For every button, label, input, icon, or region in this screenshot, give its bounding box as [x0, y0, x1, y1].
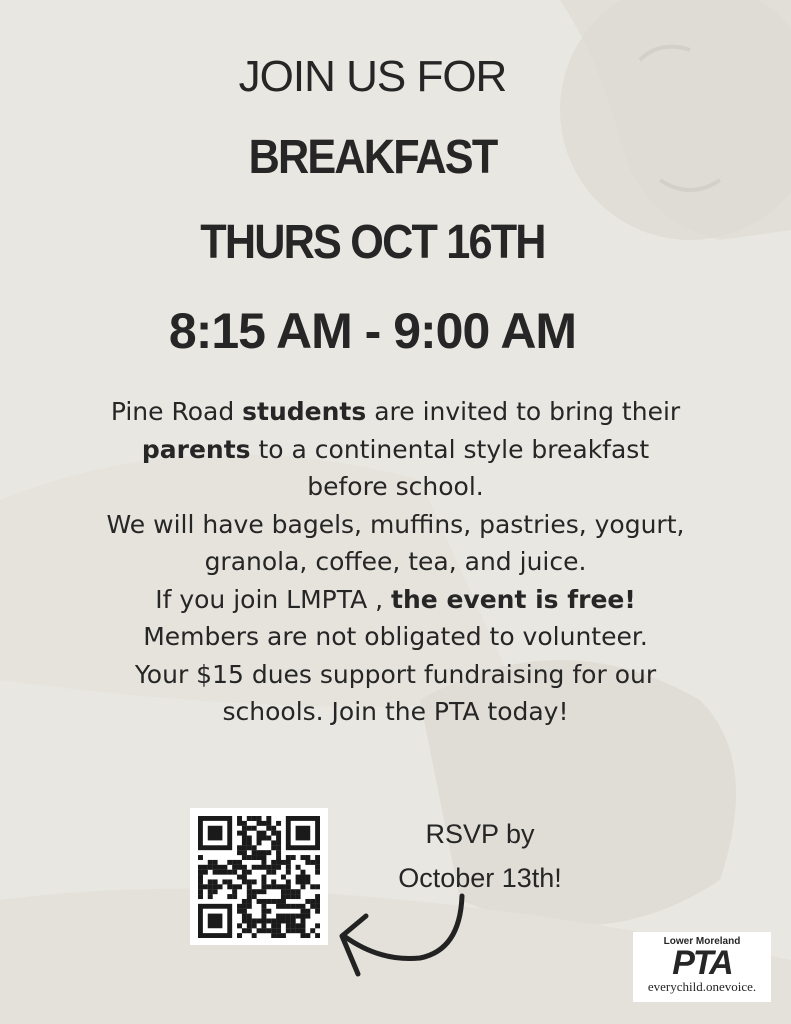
rsvp-note: [360, 812, 600, 900]
description-line: [0, 468, 791, 506]
emphasis-text: the event is free!: [391, 584, 636, 614]
text: Members are not obligated to volunteer.: [143, 622, 648, 651]
heading-date: THURS OCT 16TH: [200, 216, 545, 269]
text: If you join LMPTA ,: [155, 584, 392, 614]
rsvp-line-2: October 13th!: [398, 863, 562, 893]
description-line: [0, 431, 791, 469]
text: are invited to bring their: [366, 397, 681, 426]
text: Your $15 dues support fundraising for our: [134, 659, 657, 689]
logo-org-name: Lower Moreland: [663, 936, 741, 947]
description-line: [0, 393, 791, 431]
text: We will have bagels, muffins, pastries, yogurt,: [106, 509, 685, 539]
heading-join-us: JOIN US FOR: [238, 52, 507, 101]
text: to a continental style breakfast: [250, 434, 650, 464]
qr-code-icon: [198, 816, 320, 938]
description-line: [0, 618, 791, 656]
pta-logo: [633, 932, 771, 1002]
description-line: [0, 693, 791, 731]
logo-mark: PTA: [672, 944, 732, 982]
text: schools. Join the PTA today!: [222, 697, 569, 726]
emphasis-text: students: [242, 397, 367, 426]
description-line: [0, 656, 791, 694]
text: Pine Road: [110, 397, 243, 426]
heading-time: 8:15 AM - 9:00 AM: [168, 303, 577, 359]
description-line: [0, 543, 791, 581]
logo-tagline: everychild.onevoice.: [647, 979, 757, 994]
text: before school.: [307, 472, 484, 501]
text: granola, coffee, tea, and juice.: [204, 547, 587, 576]
description-line: [0, 581, 791, 619]
event-description: [0, 393, 791, 731]
rsvp-line-1: RSVP by: [425, 819, 535, 849]
description-line: [0, 506, 791, 544]
qr-code[interactable]: [190, 808, 328, 945]
emphasis-text: parents: [141, 434, 251, 464]
curved-arrow-icon: [330, 890, 480, 990]
heading-breakfast: BREAKFAST: [248, 131, 497, 184]
